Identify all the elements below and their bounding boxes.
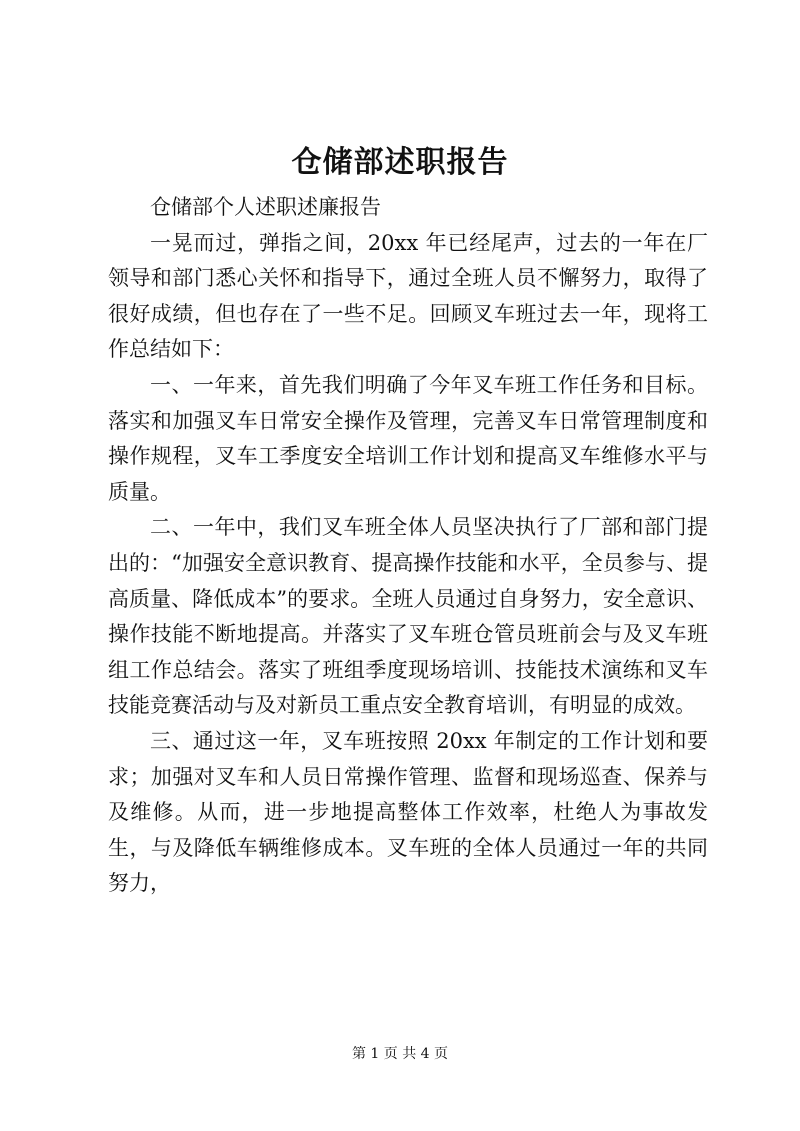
document-body [108,190,708,902]
page-footer: 第 1 页 共 4 页 [351,1046,449,1062]
section-three-paragraph: 三、通过这一年，叉车班按照 20xx 年制定的工作计划和要求；加强对叉车和人员日常操作管理、监督和现场巡查、保养与及维修。从而，进一步地提高整体工作效率，杜绝人为事故发生，与及降低车辆维修成本。叉车班的全体人员通过一年的共同努力， [108,728,708,896]
intro-paragraph: 一晃而过，弹指之间，20xx 年已经尾声，过去的一年在厂领导和部门悉心关怀和指导下，通过全班人员不懈努力，取得了很好成绩，但也存在了一些不足。回顾叉车班过去一年，现将工作总结如下： [108,230,708,362]
section-one-paragraph: 一、一年来，首先我们明确了今年叉车班工作任务和目标。落实和加强叉车日常安全操作及管理，完善叉车日常管理制度和操作规程，叉车工季度安全培训工作计划和提高叉车维修水平与质量。 [108,372,708,504]
document-title: 仓储部述职报告 [291,145,509,180]
section-two-paragraph: 二、一年中，我们叉车班全体人员坚决执行了厂部和部门提出的：“加强安全意识教育、提高操作技能和水平，全员参与、提高质量、降低成本”的要求。全班人员通过自身努力，安全意识、操作技能不断地提高。并落实了叉车班仓管员班前会与及叉车班组工作总结会。落实了班组季度现场培训、技能技术演练和叉车技能竞赛活动与及对新员工重点安全教育培训，有明显的成效。 [108,515,708,718]
subtitle-paragraph: 仓储部个人述职述廉报告 [150,195,381,219]
